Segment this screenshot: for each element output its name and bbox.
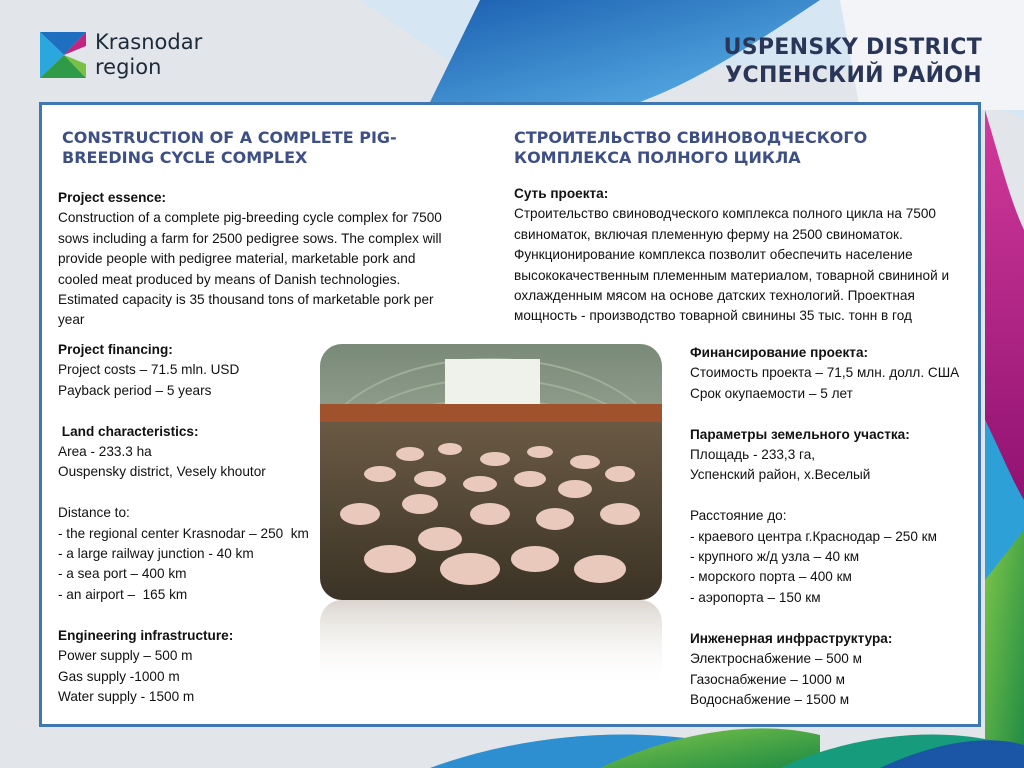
financing-label-en: Project financing: — [58, 342, 173, 357]
essence-text-en: Construction of a complete pig-breeding cycle complex for 7500 sows including a farm for 2500 pedigree sows. The complex will provide people with pedigree material, marketable pork and cooled meat produced by means of Danish technologies. Estimated capacity is 35 thousand tons of marketable pork per year — [58, 210, 442, 328]
infra-line-ru: Газоснабжение – 1000 м — [690, 671, 845, 687]
distance-line-ru: - морского порта – 400 км — [690, 569, 852, 585]
details-ru — [690, 343, 975, 710]
essence-label-ru: Суть проекта: — [514, 186, 609, 201]
heading-en: CONSTRUCTION OF A COMPLETE PIG-BREEDING CYCLE COMPLEX — [62, 128, 397, 167]
financing-line-ru: Стоимость проекта – 71,5 млн. долл. США — [690, 365, 960, 381]
distance-label-en: Distance to: — [58, 505, 130, 521]
distance-line-ru: - аэропорта – 150 км — [690, 589, 821, 605]
essence-text-ru: Строительство свиноводческого комплекса полного цикла на 7500 свиноматок, включая племенную ферму на 2500 свиноматок. Функционирование комплекса позволит обеспечить население высококачественным племенным материалом, товарной свининой и охлажденным мясом на основе датских технологий. Проектная мощность - производство товарной свинины 35 тыс. тонн в год — [514, 206, 950, 324]
distance-line-en: - the regional center Krasnodar – 250 km — [58, 525, 309, 541]
land-line-en: Ouspensky district, Vesely khoutor — [58, 464, 266, 480]
essence-en — [58, 188, 443, 331]
infra-line-en: Power supply – 500 m — [58, 648, 193, 664]
land-label-en: Land characteristics: — [58, 423, 199, 439]
essence-label-en: Project essence: — [58, 190, 167, 205]
distance-label-ru: Расстояние до: — [690, 508, 787, 524]
distance-line-en: - an airport – 165 km — [58, 586, 188, 602]
land-line-ru: Успенский район, х.Веселый — [690, 467, 871, 483]
pig-barn-photo-reflection — [320, 600, 662, 690]
land-label-ru: Параметры земельного участка: — [690, 426, 910, 442]
heading-ru: СТРОИТЕЛЬСТВО СВИНОВОДЧЕСКОГО КОМПЛЕКСА ПОЛНОГО ЦИКЛА — [514, 128, 868, 167]
infra-line-ru: Электроснабжение – 500 м — [690, 651, 862, 667]
district-title — [724, 34, 982, 90]
infra-label-en: Engineering infrastructure: — [58, 627, 234, 643]
financing-line-en: Project costs – 71.5 mln. USD — [58, 362, 240, 378]
distance-line-en: - a sea port – 400 km — [58, 566, 187, 582]
infra-label-ru: Инженерная инфраструктура: — [690, 630, 893, 646]
distance-line-ru: - крупного ж/д узла – 40 км — [690, 549, 860, 565]
krasnodar-logo — [40, 32, 86, 78]
brand-line-2: region — [95, 55, 162, 79]
financing-line-ru: Срок окупаемости – 5 лет — [690, 385, 853, 401]
district-title-en: USPENSKY DISTRICT — [723, 35, 982, 60]
infra-line-en: Water supply - 1500 m — [58, 688, 195, 704]
financing-label-ru: Финансирование проекта: — [690, 345, 869, 360]
land-line-ru: Площадь - 233,3 га, — [690, 447, 816, 463]
pig-barn-photo — [320, 344, 662, 600]
essence-ru — [514, 184, 970, 327]
infra-line-ru: Водоснабжение – 1500 м — [690, 691, 850, 707]
brand-name — [95, 30, 202, 80]
distance-line-en: - a large railway junction - 40 km — [58, 546, 254, 562]
land-line-en: Area - 233.3 ha — [58, 444, 152, 460]
district-title-ru: УСПЕНСКИЙ РАЙОН — [725, 63, 982, 88]
details-en — [58, 340, 328, 707]
financing-line-en: Payback period – 5 years — [58, 382, 212, 398]
distance-line-ru: - краевого центра г.Краснодар – 250 км — [690, 528, 937, 544]
brand-line-1: Krasnodar — [95, 30, 203, 54]
infra-line-en: Gas supply -1000 m — [58, 668, 180, 684]
